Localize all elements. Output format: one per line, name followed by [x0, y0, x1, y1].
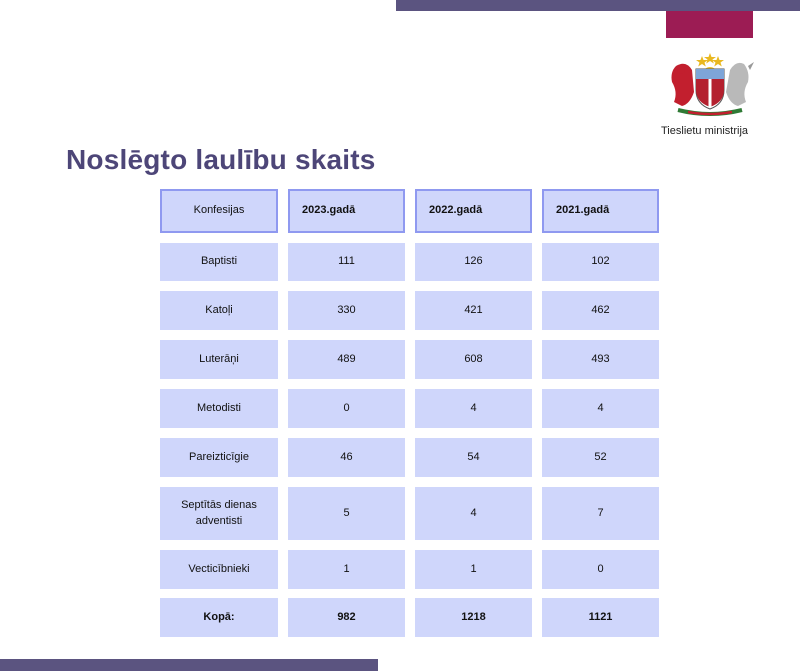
table-cell: 111 [288, 243, 405, 281]
table-cell: 1 [415, 550, 532, 589]
table-cell: 126 [415, 243, 532, 281]
header-cell-2023: 2023.gadā [288, 189, 405, 233]
row-label: Luterāņi [160, 340, 278, 379]
total-cell: 1121 [542, 598, 659, 637]
table-cell: 102 [542, 243, 659, 281]
table-cell: 1 [288, 550, 405, 589]
row-label: Septītās dienas adventisti [160, 487, 278, 540]
table-cell: 608 [415, 340, 532, 379]
ministry-name: Tieslietu ministrija [661, 125, 749, 137]
table-cell: 52 [542, 438, 659, 477]
row-label: Katoļi [160, 291, 278, 330]
table-cell: 421 [415, 291, 532, 330]
table-cell: 4 [542, 389, 659, 428]
row-label: Pareizticīgie [160, 438, 278, 477]
table-cell: 7 [542, 487, 659, 540]
table-cell: 4 [415, 389, 532, 428]
table-cell: 462 [542, 291, 659, 330]
table-cell: 54 [415, 438, 532, 477]
row-label: Baptisti [160, 243, 278, 281]
total-cell: 1218 [415, 598, 532, 637]
total-label: Kopā: [160, 598, 278, 637]
total-cell: 982 [288, 598, 405, 637]
header-cell-2022: 2022.gadā [415, 189, 532, 233]
row-label: Vecticībnieki [160, 550, 278, 589]
bottom-decor-bar [0, 659, 378, 671]
top-decor-bar [396, 0, 800, 11]
table-cell: 330 [288, 291, 405, 330]
row-label: Metodisti [160, 389, 278, 428]
table-cell: 0 [288, 389, 405, 428]
accent-decor-bar [666, 11, 753, 38]
coat-of-arms-icon [664, 52, 756, 116]
table-cell: 46 [288, 438, 405, 477]
table-cell: 4 [415, 487, 532, 540]
table-cell: 5 [288, 487, 405, 540]
header-cell-konfesijas: Konfesijas [160, 189, 278, 233]
table-cell: 0 [542, 550, 659, 589]
header-cell-2021: 2021.gadā [542, 189, 659, 233]
table-cell: 489 [288, 340, 405, 379]
page-title: Noslēgto laulību skaits [66, 144, 376, 175]
table-cell: 493 [542, 340, 659, 379]
